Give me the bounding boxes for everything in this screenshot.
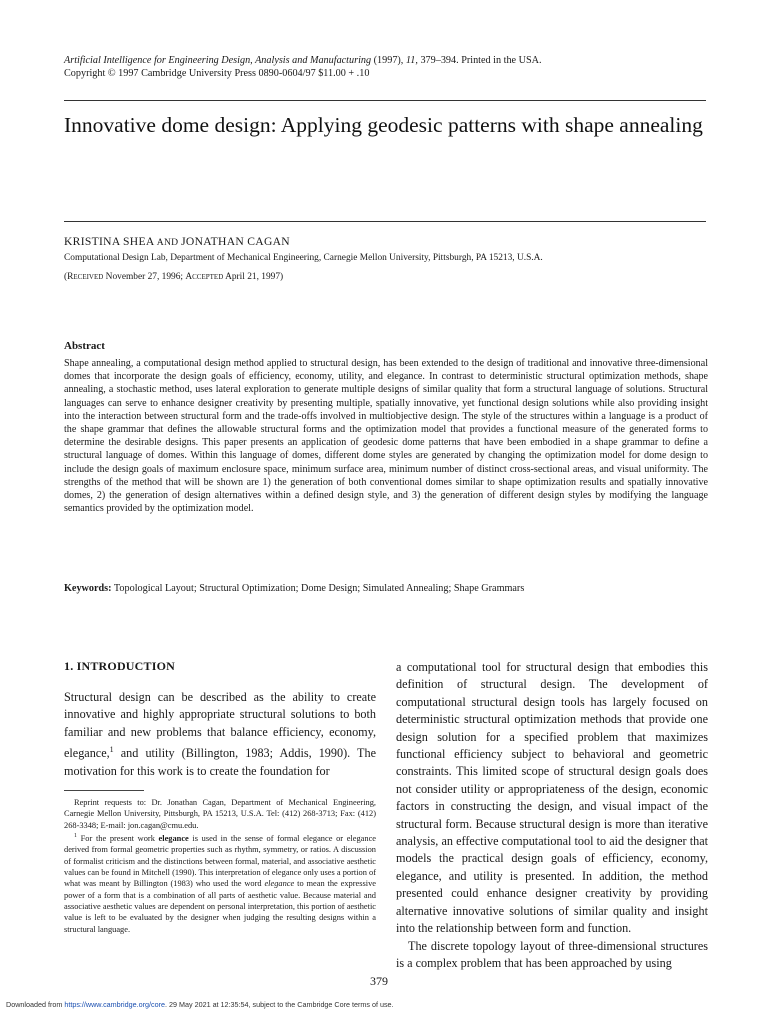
article-title: Innovative dome design: Applying geodesic patterns with shape annealing bbox=[64, 113, 703, 137]
author-line bbox=[64, 235, 290, 248]
footnote-1-number: 1 bbox=[74, 833, 77, 840]
header-rule bbox=[64, 100, 706, 101]
intro-left-paragraph bbox=[64, 689, 376, 780]
footnote-1 bbox=[64, 831, 376, 935]
accepted-label: Accepted bbox=[185, 272, 224, 282]
section-heading-introduction: 1. INTRODUCTION bbox=[64, 659, 176, 673]
footnote-marker: 1 bbox=[109, 745, 114, 755]
author-shea: KRISTINA SHEA bbox=[64, 235, 155, 248]
author-conjunction: AND bbox=[154, 237, 182, 248]
cambridge-core-link[interactable]: https://www.cambridge.org/core bbox=[64, 1000, 166, 1009]
accepted-date: April 21, 1997) bbox=[223, 272, 284, 282]
footnote-1-bold: elegance bbox=[158, 833, 189, 843]
reprint-request: Reprint requests to: Dr. Jonathan Cagan, Department of Mechanical Engineering, Carnegie Mellon University, Pittsburgh, PA 15213, U.S.A. Tel: (412) 268-3713; Fax: (412) 268-3348; E-mail: jon.cagan@cmu.edu. bbox=[64, 798, 376, 830]
keywords-line bbox=[64, 582, 708, 595]
footnote-1-text-c: to mean the expressive power of a form that is a combination of all parts of aesthetic value. Because material and associative aesthetic values are dependent on personal interpretation, this portion of aesthetic value is left to be evaluated by the designer when judging the resulting designs within a structural language. bbox=[64, 879, 376, 934]
intro-left-text-b: and utility (Billington, 1983; Addis, 1990). The motivation for this work is to create the foundation for bbox=[64, 746, 376, 778]
footnote-1-text-a: For the present work bbox=[77, 833, 159, 843]
intro-right-paragraph-2: The discrete topology layout of three-dimensional structures is a complex problem that has been approached by using bbox=[396, 938, 708, 970]
journal-volume: 11 bbox=[405, 55, 416, 66]
affiliation: Computational Design Lab, Department of Mechanical Engineering, Carnegie Mellon University, Pittsburgh, PA 15213, U.S.A. bbox=[64, 253, 543, 263]
abstract-heading: Abstract bbox=[64, 340, 105, 352]
footnote-1-italic: elegance bbox=[264, 879, 295, 889]
received-date: November 27, 1996; bbox=[103, 272, 186, 282]
download-text-b: . 29 May 2021 at 12:35:54, subject to the Cambridge Core terms of use. bbox=[165, 1000, 394, 1009]
intro-right-paragraph-1: a computational tool for structural design that embodies this definition of structural design. The development of computational structural design tools has largely focused on deterministic structural optimization methods that provide one design solution for a specified problem that maximizes functional efficiency subject to behavioral and geometric constraints. This limited scope of structural design goals does not consider utility or appropriateness of the design, economic factors in constructing the design, and visual impact of the structural form. Because structural design is more than iterative analysis, an effective computational tool to aid the designer that models the practical design goals of efficiency, economy, elegance, and utility is presented. In addition, the method presented could enhance designer creativity by providing alternative innovative solutions of similar quality and insight into the relationship between form and function. bbox=[396, 660, 708, 936]
keywords-label: Keywords: bbox=[64, 583, 112, 594]
author-cagan: JONATHAN CAGAN bbox=[181, 235, 290, 248]
keywords-list: Topological Layout; Structural Optimization; Dome Design; Simulated Annealing; Shape Grammars bbox=[111, 583, 525, 594]
journal-name: Artificial Intelligence for Engineering Design, Analysis and Manufacturing bbox=[64, 55, 372, 66]
intro-right-column bbox=[396, 659, 708, 972]
title-rule bbox=[64, 221, 706, 222]
download-notice bbox=[6, 1000, 766, 1009]
abstract-body: Shape annealing, a computational design method applied to structural design, has been extended to the design of traditional and innovative three-dimensional domes that incorporate the design goals of efficiency, economy, utility, and elegance. In contrast to deterministic structural optimization methods, shape annealing, a stochastic method, uses lateral exploration to generate multiple designs of similar quality that form a structural language of solutions. Structural languages can serve to enhance designer creativity by presenting multiple, spatially innovative, yet functional design solutions while also providing insight into the interaction between structural form and the trade-offs involved in multiobjective design. The style of the structures within a language is a product of the shape grammar that defines the allowable structural forms and the optimization model that provides a functional measure of the generated forms to determine the desirable designs. This paper presents an application of geodesic dome patterns that have been embodied in a shape grammar to define a structural language of domes. Within this language of domes, different dome styles are generated by changing the optimization model for dome design to include the design goals of maximum enclosure space, minimum surface area, minimum number of distinct cross-sectional areas, and visual uniformity. The strengths of the method that will be shown are 1) the generation of both conventional domes similar to shape optimization results and spatially innovative domes, 2) the generation of design alternatives within a defined design style, and 3) the generation of different design styles by modifying the language semantics provided by the optimization model. bbox=[64, 358, 708, 515]
journal-pages: , 379–394. Printed in the USA. bbox=[415, 55, 542, 66]
received-accepted-dates: (Received November 27, 1996; Accepted April 21, 1997) bbox=[64, 272, 284, 282]
download-text-a: Downloaded from bbox=[6, 1000, 65, 1009]
journal-citation bbox=[64, 54, 714, 80]
intro-left-text-a: Structural design can be described as the ability to create innovative and highly appropriate structural solutions to both familiar and new problems that balance efficiency, economy, elegance, bbox=[64, 690, 376, 761]
received-label: Received bbox=[67, 272, 104, 282]
copyright-line: Copyright © 1997 Cambridge University Press 0890-0604/97 $11.00 + .10 bbox=[64, 68, 370, 79]
page-number: 379 bbox=[370, 974, 388, 988]
footnote-1-text-b: is used in the sense of formal elegance or elegance derived from formal geometric properties such as rhythm, symmetry, or ratios. A discussion of formalist criticism and the distinctions between formal, material, and associative aesthetic values can be found in Mitchell (1990). This interpretation of elegance only uses a portion of what was meant by Billington (1983) who used the word bbox=[64, 833, 376, 889]
footnotes bbox=[64, 797, 376, 935]
journal-year: (1997), bbox=[371, 55, 406, 66]
footnote-rule bbox=[64, 790, 144, 791]
